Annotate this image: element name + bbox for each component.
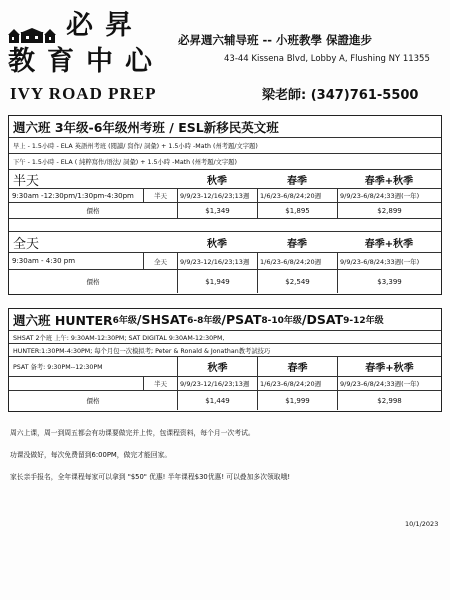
title-part: /PSAT — [221, 312, 262, 327]
fall-price: $1,449 — [177, 391, 257, 410]
full-date-row — [9, 253, 441, 270]
title-grade: 8-10年级 — [261, 316, 302, 326]
price-label: 價格 — [86, 207, 100, 215]
full-time: 9:30am - 4:30 pm — [12, 257, 76, 265]
fall-dates: 9/9/23-12/16/23;13週 — [177, 377, 257, 390]
school-building-icon — [8, 28, 56, 44]
am-note: 早上 - 1.5小時 - ELA 英語州考班 (閱讀/ 寫作/ 詞彙) + 1.5小時 -Math (州考題/文字題) — [13, 143, 258, 150]
title-part: /DSAT — [301, 312, 344, 327]
title-grade: 6-8年级 — [187, 316, 222, 326]
spring-dates: 1/6/23-6/8/24;20週 — [257, 377, 337, 390]
season-spring: 春季 — [287, 238, 307, 250]
spring-price: $2,549 — [257, 270, 337, 293]
address: 43-44 Kissena Blvd, Lobby A, Flushing NY 11355 — [224, 54, 430, 64]
section2-date-row — [9, 377, 441, 391]
spring-dates: 1/6/23-6/8/24;20週 — [257, 253, 337, 269]
full-season-row — [9, 231, 441, 253]
year-price: $3,399 — [337, 270, 441, 293]
pm-note: 下午 - 1.5小時 - ELA ( 純粹寫作/语法/ 詞彙) + 1.5小時 -Math (州考題/文字題) — [13, 159, 237, 166]
half-tag: 半天 — [143, 189, 177, 202]
empty-cell — [9, 377, 143, 390]
full-price-row — [9, 270, 441, 293]
season-fall: 秋季 — [207, 175, 227, 187]
fall-price: $1,349 — [177, 203, 257, 218]
section-title-row — [9, 116, 441, 138]
section-hunter-shsat — [8, 308, 442, 412]
section2-title-row — [9, 309, 441, 331]
fall-dates: 9/9/23-12/16/23;13週 — [177, 189, 257, 202]
schedule-line-2: HUNTER:1:30PM-4:30PM; 每个月包一次模拟考; Peter & Ronald & Jonathan教考試技巧 — [13, 347, 271, 355]
title-grade: 6年级 — [112, 316, 137, 326]
pm-note-row — [9, 154, 441, 170]
title-part: /SHSAT — [136, 312, 188, 327]
spring-price: $1,999 — [257, 391, 337, 410]
season-fall: 秋季 — [177, 357, 257, 376]
school-name-cn-line1: 必昇 — [66, 10, 144, 41]
spring-dates: 1/6/23-6/8/24;20週 — [257, 189, 337, 202]
half-tag: 半天 — [143, 377, 177, 390]
fall-dates: 9/9/23-12/16/23;13週 — [177, 253, 257, 269]
title-part: 週六班 HUNTER — [13, 312, 113, 328]
season-spring: 春季 — [257, 357, 337, 376]
section-state-test — [8, 115, 442, 295]
section-title: 週六班 3年级-6年级州考班 / ESL新移民英文班 — [13, 119, 279, 135]
schedule-line-1: SHSAT 2个班 上午: 9:30AM-12:30PM; SAT DIGITAL 9:30AM-12:30PM, — [13, 334, 225, 342]
season-full-year: 春季+秋季 — [364, 175, 414, 187]
price-label: 價格 — [86, 278, 100, 286]
title-grade: 9-12年级 — [343, 316, 384, 326]
schedule-row-1 — [9, 331, 441, 344]
season-full-year: 春季+秋季 — [364, 238, 414, 250]
phone: 梁老師: (347)761-5500 — [262, 88, 419, 103]
season-fall: 秋季 — [207, 238, 227, 250]
year-dates: 9/9/23-6/8/24;33週(一年) — [337, 253, 441, 269]
school-name-en: IVY ROAD PREP — [10, 84, 157, 103]
header — [0, 0, 450, 110]
year-dates: 9/9/23-6/8/24;33週(一年) — [337, 377, 441, 390]
school-name-cn-line2: 教育中心 — [8, 46, 164, 77]
spring-price: $1,895 — [257, 203, 337, 218]
year-price: $2,899 — [337, 203, 441, 218]
section2-title — [9, 309, 441, 330]
half-day-label: 半天 — [13, 173, 40, 188]
half-price-row — [9, 203, 441, 219]
note-stay-late: 功课没做好，每次免费留到6:00PM，做完才能回家。 — [10, 451, 172, 459]
season-spring: 春季 — [287, 175, 307, 187]
year-price: $2,998 — [337, 391, 441, 410]
price-label: 價格 — [86, 397, 100, 405]
full-day-label: 全天 — [13, 236, 40, 252]
section2-price-row — [9, 391, 441, 410]
note-homework: 周六上课，周一到周五都会有功课要做完并上传，包课程资料，每个月一次考试。 — [10, 429, 255, 437]
half-date-row — [9, 189, 441, 203]
note-discount: 家长亲手报名，全年课程每家可以拿到 "$50" 优惠! 半年课程$30优惠! 可以叠加多次领取哦! — [10, 473, 291, 481]
slogan: 必昇週六辅导班 -- 小班教學 保證進步 — [178, 33, 373, 47]
psat-season-row — [9, 357, 441, 377]
document-date: 10/1/2023 — [405, 520, 439, 528]
half-time: 9:30am -12:30pm/1:30pm-4:30pm — [12, 191, 134, 200]
am-note-row — [9, 138, 441, 154]
notes — [10, 428, 440, 494]
half-season-row — [9, 170, 441, 189]
year-dates: 9/9/23-6/8/24;33週(一年) — [337, 189, 441, 202]
fall-price: $1,949 — [177, 270, 257, 293]
schedule-row-2 — [9, 344, 441, 357]
full-tag: 全天 — [143, 253, 177, 269]
season-full-year: 春季+秋季 — [337, 357, 441, 376]
schedule-line-3: PSAT 备考: 9:30PM--12:30PM — [13, 364, 103, 371]
